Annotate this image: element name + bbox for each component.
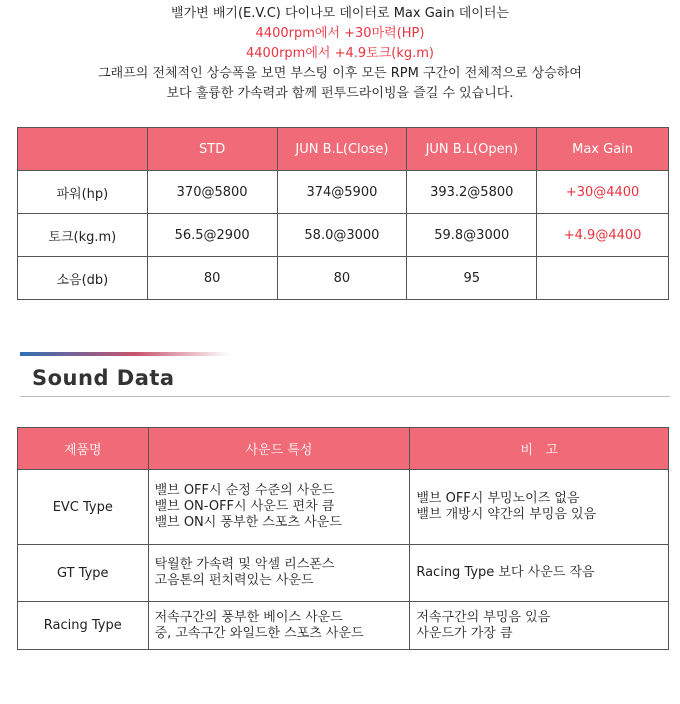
table-cell: 80 [147, 257, 277, 300]
note-line: Racing Type 보다 사운드 작음 [416, 565, 595, 580]
sound-data-section [20, 352, 670, 397]
table-cell: 95 [407, 257, 537, 300]
header-cell [18, 128, 148, 171]
table-cell: 393.2@5800 [407, 171, 537, 214]
note-line: 밸브 개방시 약간의 부밍음 있음 [416, 507, 597, 522]
feature-line: 저속구간의 풍부한 베이스 사운드 [154, 609, 343, 625]
note-line: 사운드가 가장 큼 [416, 625, 513, 641]
table-header-row [18, 128, 669, 171]
note-line: 저속구간의 부밍음 있음 [416, 609, 551, 625]
notes [410, 602, 669, 650]
intro-text [0, 4, 680, 104]
header-cell: 비 고 [410, 428, 669, 470]
notes [410, 545, 669, 602]
max-gain-cell: +30@4400 [537, 171, 669, 214]
feature-line: 고음톤의 펀치력있는 사운드 [154, 573, 314, 588]
sound-features [148, 545, 410, 602]
feature-line: 밸브 ON시 풍부한 스포츠 사운드 [154, 515, 342, 530]
sound-data-table [17, 427, 669, 650]
intro-line-5: 보다 훌륭한 가속력과 함께 펀투드라이빙을 즐길 수 있습니다. [166, 86, 514, 101]
header-cell: JUN B.L(Open) [407, 128, 537, 171]
table-header-row [18, 428, 669, 470]
intro-line-1: 밸가변 배기(E.V.C) 다이나모 데이터로 Max Gain 데이터는 [171, 6, 509, 21]
table-row [18, 602, 669, 650]
table-row [18, 214, 669, 257]
sound-features [148, 470, 410, 545]
intro-line-2: 4400rpm에서 +30마력(HP) [255, 26, 425, 41]
row-label: 토크(kg.m) [18, 214, 148, 257]
table-cell: 56.5@2900 [147, 214, 277, 257]
sound-features [148, 602, 410, 650]
header-cell: Max Gain [537, 128, 669, 171]
table-cell: 374@5900 [277, 171, 407, 214]
product-name: EVC Type [18, 470, 149, 545]
section-divider [20, 396, 670, 397]
table-cell: 58.0@3000 [277, 214, 407, 257]
feature-line: 밸브 ON-OFF시 사운드 편차 큼 [154, 499, 335, 514]
product-name: GT Type [18, 545, 149, 602]
header-cell: 제품명 [18, 428, 149, 470]
table-row [18, 545, 669, 602]
feature-line: 밸브 OFF시 순정 수준의 사운드 [154, 483, 335, 498]
table-cell: 370@5800 [147, 171, 277, 214]
feature-line: 중, 고속구간 와일드한 스포츠 사운드 [154, 625, 364, 641]
row-label: 소음(db) [18, 257, 148, 300]
intro-line-4: 그래프의 전체적인 상승폭을 보면 부스팅 이후 모든 RPM 구간이 전체적으로 상승하여 [98, 66, 582, 81]
header-cell: 사운드 특성 [148, 428, 410, 470]
feature-line: 탁월한 가속력 및 악셀 리스폰스 [154, 557, 335, 572]
max-gain-cell [537, 257, 669, 300]
table-row [18, 257, 669, 300]
table-row [18, 171, 669, 214]
header-cell: JUN B.L(Close) [277, 128, 407, 171]
notes [410, 470, 669, 545]
note-line: 밸브 OFF시 부밍노이즈 없음 [416, 491, 580, 506]
section-title: Sound Data [32, 366, 175, 390]
max-gain-cell: +4.9@4400 [537, 214, 669, 257]
table-cell: 80 [277, 257, 407, 300]
section-accent-bar [20, 352, 230, 356]
intro-line-3: 4400rpm에서 +4.9토크(kg.m) [246, 46, 434, 61]
table-row [18, 470, 669, 545]
performance-table [17, 127, 669, 300]
row-label: 파워(hp) [18, 171, 148, 214]
table-cell: 59.8@3000 [407, 214, 537, 257]
product-name: Racing Type [18, 602, 149, 650]
header-cell: STD [147, 128, 277, 171]
